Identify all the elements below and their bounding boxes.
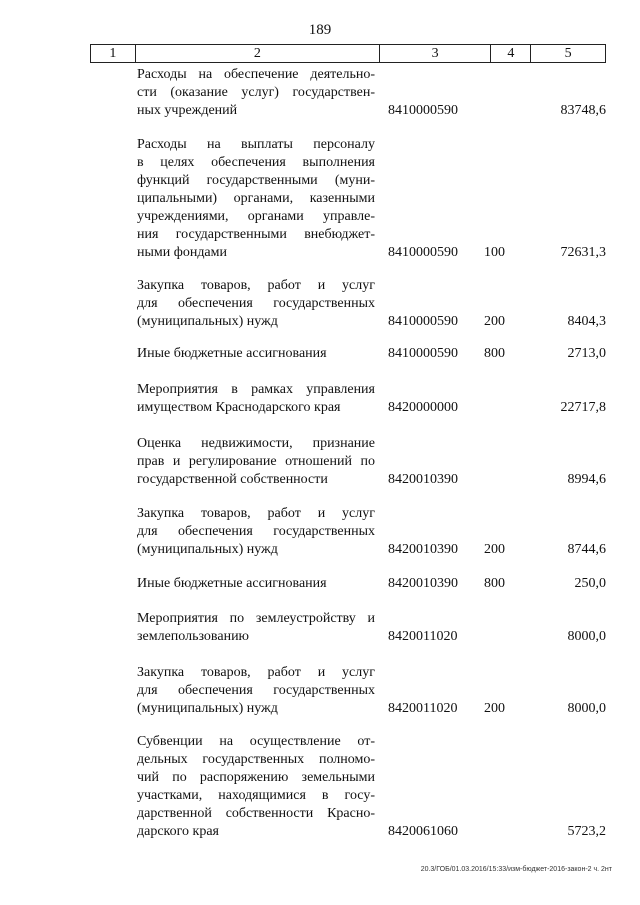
row-code: 8410000590 — [388, 103, 458, 118]
row-code: 8420000000 — [388, 400, 458, 415]
row-expense-type: 800 — [484, 346, 505, 361]
description-line: участками, находящимися в госу- — [137, 788, 375, 803]
table-row — [0, 136, 640, 262]
row-amount: 250,0 — [574, 576, 606, 591]
table-row — [0, 733, 640, 841]
row-amount: 83748,6 — [560, 103, 606, 118]
row-expense-type: 100 — [484, 245, 505, 260]
row-description — [137, 505, 375, 559]
description-line: сти (оказание услуг) государствен- — [137, 85, 375, 100]
description-line: ных учреждений — [137, 103, 238, 118]
description-line: Иные бюджетные ассигнования — [137, 346, 327, 361]
description-line: Оценка недвижимости, признание — [137, 436, 375, 451]
row-code: 8420061060 — [388, 824, 458, 839]
row-amount: 8000,0 — [567, 701, 606, 716]
table-row — [0, 664, 640, 718]
description-line: прав и регулирование отношений по — [137, 454, 375, 469]
description-line: государственной собственности — [137, 472, 328, 487]
row-description — [137, 277, 375, 331]
row-amount: 5723,2 — [567, 824, 606, 839]
row-amount: 8000,0 — [567, 629, 606, 644]
description-line: Субвенции на осуществление от- — [137, 734, 375, 749]
description-line: Закупка товаров, работ и услуг — [137, 278, 375, 293]
description-line: учреждениями, органами управле- — [137, 209, 375, 224]
table-header — [90, 44, 606, 63]
description-line: дарского края — [137, 824, 219, 839]
description-line: дарственной собственности Красно- — [137, 806, 375, 821]
table-row — [0, 277, 640, 331]
row-amount: 8404,3 — [567, 314, 606, 329]
row-description — [137, 575, 375, 593]
row-code: 8410000590 — [388, 245, 458, 260]
row-code: 8420011020 — [388, 701, 458, 716]
description-line: (муниципальных) нужд — [137, 542, 278, 557]
description-line: имуществом Краснодарского края — [137, 400, 341, 415]
row-amount: 22717,8 — [560, 400, 606, 415]
description-line: Закупка товаров, работ и услуг — [137, 506, 375, 521]
description-line: землепользованию — [137, 629, 250, 644]
description-line: функций государственными (муни- — [137, 173, 375, 188]
description-line: Мероприятия по землеустройству и — [137, 611, 375, 626]
header-col-1: 1 — [91, 45, 136, 62]
row-code: 8420010390 — [388, 542, 458, 557]
description-line: (муниципальных) нужд — [137, 314, 278, 329]
description-line: Расходы на обеспечение деятельно- — [137, 67, 375, 82]
table-row — [0, 610, 640, 646]
header-col-3: 3 — [380, 45, 492, 62]
row-expense-type: 800 — [484, 576, 505, 591]
row-description — [137, 381, 375, 417]
row-code: 8420010390 — [388, 576, 458, 591]
row-description — [137, 136, 375, 262]
row-description — [137, 435, 375, 489]
row-description — [137, 664, 375, 718]
description-line: дельных государственных полномо- — [137, 752, 375, 767]
row-code: 8410000590 — [388, 346, 458, 361]
table-row — [0, 435, 640, 489]
header-col-4: 4 — [491, 45, 531, 62]
row-description — [137, 610, 375, 646]
table-row — [0, 66, 640, 120]
row-description — [137, 733, 375, 841]
row-description — [137, 345, 375, 363]
row-amount: 8744,6 — [567, 542, 606, 557]
description-line: для обеспечения государственных — [137, 683, 375, 698]
row-amount: 72631,3 — [560, 245, 606, 260]
row-expense-type: 200 — [484, 701, 505, 716]
row-code: 8420011020 — [388, 629, 458, 644]
description-line: Закупка товаров, работ и услуг — [137, 665, 375, 680]
row-expense-type: 200 — [484, 542, 505, 557]
footer-stamp: 20.3/ГОБ/01.03.2016/15:33/изм-бюджет-2016-закон-2 ч. 2нт — [420, 866, 612, 873]
row-code: 8410000590 — [388, 314, 458, 329]
table-row — [0, 575, 640, 593]
description-line: Расходы на выплаты персоналу — [137, 137, 375, 152]
header-col-5: 5 — [564, 46, 572, 61]
description-line: (муниципальных) нужд — [137, 701, 278, 716]
row-code: 8420010390 — [388, 472, 458, 487]
header-col-2: 2 — [136, 45, 380, 62]
description-line: для обеспечения государственных — [137, 296, 375, 311]
table-row — [0, 381, 640, 417]
description-line: ными фондами — [137, 245, 228, 260]
table-row — [0, 505, 640, 559]
description-line: в целях обеспечения выполнения — [137, 155, 375, 170]
description-line: Иные бюджетные ассигнования — [137, 576, 327, 591]
row-expense-type: 200 — [484, 314, 505, 329]
row-amount: 8994,6 — [567, 472, 606, 487]
page-number: 189 — [308, 22, 332, 38]
description-line: ципальными) органами, казенными — [137, 191, 375, 206]
row-description — [137, 66, 375, 120]
description-line: чий по распоряжению земельными — [137, 770, 375, 785]
description-line: ния государственными внебюджет- — [137, 227, 375, 242]
description-line: для обеспечения государственных — [137, 524, 375, 539]
row-amount: 2713,0 — [567, 346, 606, 361]
description-line: Мероприятия в рамках управления — [137, 382, 375, 397]
table-row — [0, 345, 640, 363]
